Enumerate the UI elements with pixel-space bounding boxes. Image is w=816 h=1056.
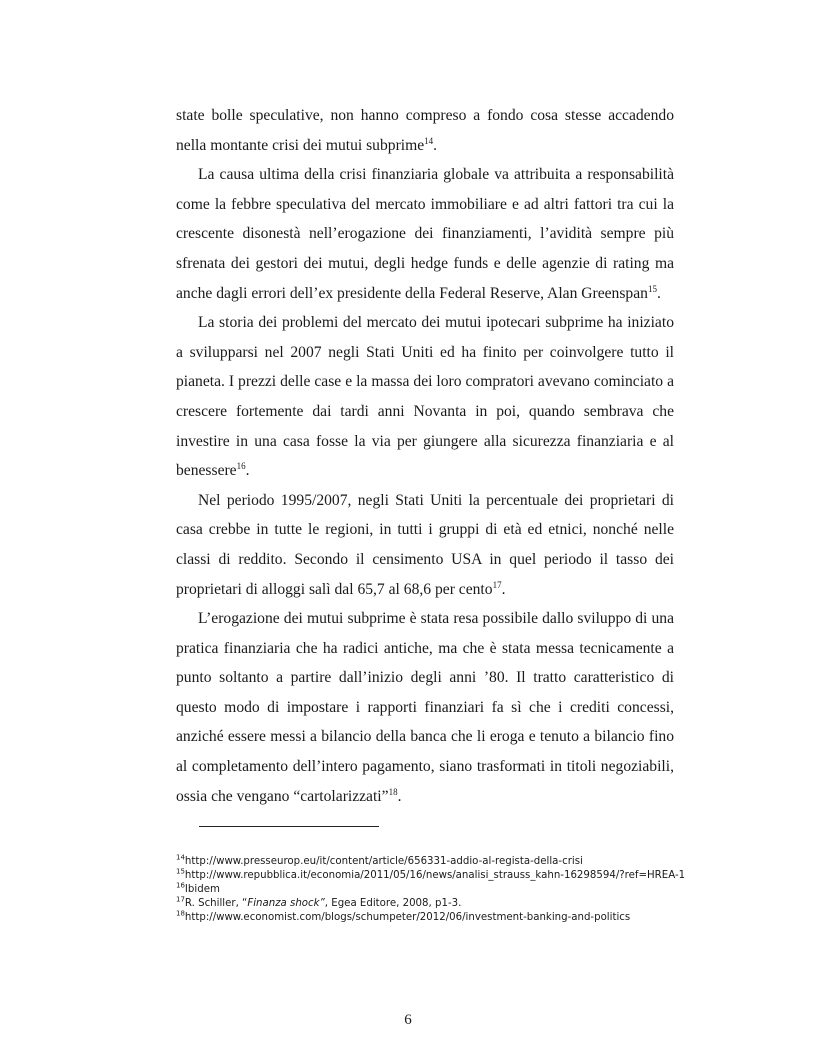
footnote-ref-15: 15 [647, 283, 657, 294]
body-text [176, 101, 674, 811]
footnote-separator [199, 826, 379, 827]
paragraph-5: L’erogazione dei mutui subprime è stata resa possibile dallo sviluppo di una pratica finanziaria che ha radici antiche, ma che è stata messa tecnicamente a punto soltanto a partire dall’inizio degli anni ’80. Il tratto caratteristico di questo modo di impostare i rapporti finanziari fa sì che i crediti concessi, anziché essere messi a bilancio della banca che li eroga e tenuto a bilancio fino al completamento dell’intero pagamento, siano trasformati in titoli negoziabili, ossia che vengano “cartolarizzati”$^{18}$. [176, 610, 674, 805]
footnote-ref-17: 17 [492, 579, 502, 590]
footnote-link[interactable]: http://www.presseurop.eu/it/content/article/656331-addio-al-regista-della-crisi [184, 856, 583, 867]
footnote-17: $^{17}$R. Schiller, “Finanza shock”, Egea Editore, 2008, p1-3. [176, 895, 462, 910]
paragraph-4: Nel periodo 1995/2007, negli Stati Uniti la percentuale dei proprietari di casa crebbe in tutte le regioni, in tutti i gruppi di età ed etnici, nonché nelle classi di reddito. Secondo il censimento USA in quel periodo il tasso dei proprietari di alloggi salì dal 65,7 al 68,6 per cento$^{17}$. [176, 491, 674, 598]
footnote-14: $^{14}$http://www.presseurop.eu/it/content/article/656331-addio-al-regista-della-crisi [176, 853, 583, 867]
footnote-ref-18: 18 [388, 786, 398, 797]
paragraph-3: La storia dei problemi del mercato dei mutui ipotecari subprime ha iniziato a svilupparsi nel 2007 negli Stati Uniti ed ha finito per coinvolgere tutto il pianeta. I prezzi delle case e la massa dei loro compratori avevano cominciato a crescere fortemente dai tardi anni Novanta in poi, quando sembrava che investire in una casa fosse la via per giungere alla sicurezza finanziaria e al benessere$^{16}$. [176, 314, 674, 480]
footnote-18: $^{18}$http://www.economist.com/blogs/schumpeter/2012/06/investment-banking-and-politics [176, 909, 631, 924]
footnotes [176, 855, 696, 925]
page-number: 6 [404, 1012, 412, 1028]
footnote-15: $^{15}$http://www.repubblica.it/economia/2011/05/16/news/analisi_strauss_kahn-16298594/?ref=HREA-1 [176, 867, 686, 882]
paragraph-1: state bolle speculative, non hanno compreso a fondo cosa stesse accadendo nella montante crisi dei mutui subprime$^{14}$. [176, 107, 674, 154]
paragraph-2: La causa ultima della crisi finanziaria globale va attribuita a responsabilità come la febbre speculativa del mercato immobiliare e ad altri fattori tra cui la crescente disonestà nell’erogazione dei finanziamenti, l’avidità sempre più sfrenata dei gestori dei mutui, degli hedge funds e delle agenzie di rating ma anche dagli errori dell’ex presidente della Federal Reserve, Alan Greenspan$^{15}$. [176, 166, 674, 302]
footnote-16: $^{16}$Ibidem [176, 881, 220, 896]
footnote-ref-16: 16 [236, 460, 246, 471]
footnote-link[interactable]: http://www.repubblica.it/economia/2011/05/16/news/analisi_strauss_kahn-16298594/?ref=HREA-1 [184, 870, 686, 882]
footnote-link[interactable]: http://www.economist.com/blogs/schumpeter/2012/06/investment-banking-and-politics [184, 912, 631, 924]
footnote-ref-14: 14 [424, 135, 434, 146]
